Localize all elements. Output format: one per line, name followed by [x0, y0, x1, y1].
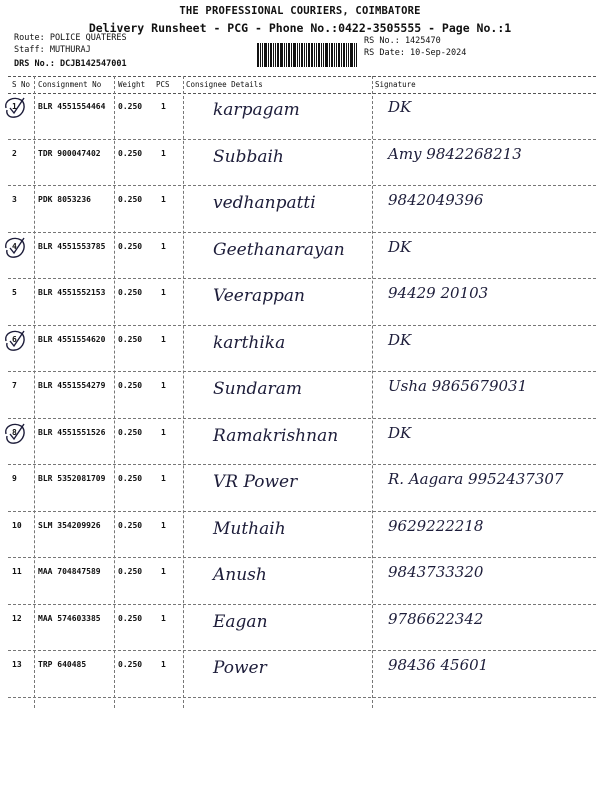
- row-sno: 7: [12, 381, 17, 390]
- row-sno: 4: [12, 241, 17, 251]
- weight-value: 0.250: [118, 148, 143, 158]
- table-row: [8, 418, 596, 466]
- row-sno: 9: [12, 474, 17, 483]
- pcs-value: 1: [161, 567, 166, 576]
- consignee-name-handwritten: Sundaram: [213, 379, 302, 399]
- col-pcs: PCS: [156, 80, 170, 89]
- delivered-mark-icon: [2, 94, 28, 120]
- delivered-mark-icon: [2, 420, 28, 446]
- col-signature: Signature: [375, 80, 416, 89]
- table-row: [8, 139, 596, 187]
- row-sno: 8: [12, 427, 17, 437]
- col-consignment: Consignment No: [38, 80, 102, 89]
- route-label: Route: POLICE QUATERES: [14, 33, 127, 43]
- pcs-value: 1: [161, 520, 166, 530]
- consignment-number: BLR 4551552153: [38, 288, 106, 297]
- weight-value: 0.250: [118, 241, 143, 251]
- pcs-value: 1: [161, 148, 166, 158]
- consignment-number: SLM 354209926: [38, 520, 101, 530]
- signature-handwritten: Amy 9842268213: [388, 144, 522, 163]
- consignment-number: TRP 640485: [38, 660, 87, 669]
- table-row: [8, 232, 596, 280]
- staff-label: Staff: MUTHURAJ: [14, 45, 91, 55]
- weight-value: 0.250: [118, 288, 143, 297]
- pcs-value: 1: [161, 474, 166, 483]
- consignment-number: MAA 574603385: [38, 613, 101, 623]
- row-sno: 6: [12, 334, 17, 344]
- consignee-name-handwritten: Eagan: [213, 611, 268, 632]
- signature-handwritten: DK: [388, 330, 412, 349]
- row-sno: 1: [12, 102, 17, 111]
- row-sno: 11: [12, 567, 22, 576]
- table-row: [8, 325, 596, 373]
- consignee-name-handwritten: Anush: [213, 565, 267, 585]
- consignment-number: MAA 704847589: [38, 567, 101, 576]
- table-row: [8, 185, 596, 233]
- table-row: [8, 557, 596, 605]
- weight-value: 0.250: [118, 567, 143, 576]
- row-sno: 13: [12, 660, 22, 669]
- table-row: [8, 604, 596, 652]
- weight-value: 0.250: [118, 102, 143, 111]
- signature-handwritten: R. Aagara 9952437307: [388, 470, 564, 488]
- drs-number: DRS No.: DCJB142547001: [14, 59, 127, 69]
- rs-date: RS Date: 10-Sep-2024: [364, 48, 467, 58]
- document-title: THE PROFESSIONAL COURIERS, COIMBATORE: [179, 5, 421, 17]
- table-row: [8, 371, 596, 419]
- pcs-value: 1: [161, 288, 166, 297]
- consignee-name-handwritten: Power: [213, 658, 267, 678]
- col-weight: Weight: [118, 80, 146, 89]
- consignee-name-handwritten: Subbaih: [213, 146, 284, 167]
- weight-value: 0.250: [118, 613, 143, 623]
- document-subtitle: Delivery Runsheet - PCG - Phone No.:0422-3505555 - Page No.:1: [88, 21, 512, 35]
- consignment-number: TDR 900047402: [38, 148, 101, 158]
- row-sno: 10: [12, 520, 22, 530]
- signature-handwritten: 9842049396: [388, 191, 484, 209]
- row-sno: 3: [12, 195, 17, 204]
- pcs-value: 1: [161, 381, 166, 390]
- signature-handwritten: 98436 45601: [388, 656, 489, 674]
- weight-value: 0.250: [118, 520, 143, 530]
- row-sno: 5: [12, 288, 17, 297]
- barcode-image: [257, 43, 357, 67]
- weight-value: 0.250: [118, 427, 143, 437]
- table-row: [8, 650, 596, 698]
- pcs-value: 1: [161, 334, 166, 344]
- delivered-mark-icon: [2, 327, 28, 353]
- consignment-number: BLR 4551554464: [38, 102, 106, 111]
- consignee-name-handwritten: karpagam: [213, 100, 300, 120]
- weight-value: 0.250: [118, 334, 143, 344]
- row-sno: 12: [12, 613, 22, 623]
- col-sno: S No: [12, 80, 31, 89]
- rs-number: RS No.: 1425470: [364, 36, 441, 46]
- signature-handwritten: 94429 20103: [388, 284, 489, 302]
- pcs-value: 1: [161, 660, 166, 669]
- consignee-name-handwritten: Muthaih: [213, 518, 286, 539]
- pcs-value: 1: [161, 427, 166, 437]
- weight-value: 0.250: [118, 381, 143, 390]
- consignee-name-handwritten: VR Power: [213, 472, 298, 492]
- signature-handwritten: Usha 9865679031: [388, 377, 528, 395]
- pcs-value: 1: [161, 613, 166, 623]
- weight-value: 0.250: [118, 474, 143, 483]
- weight-value: 0.250: [118, 195, 143, 204]
- signature-handwritten: 9786622342: [388, 609, 484, 628]
- consignment-number: BLR 4551553785: [38, 241, 106, 251]
- consignment-number: BLR 4551551526: [38, 427, 106, 437]
- weight-value: 0.250: [118, 660, 143, 669]
- row-sno: 2: [12, 148, 17, 158]
- consignee-name-handwritten: Veerappan: [213, 286, 305, 306]
- signature-handwritten: DK: [388, 237, 412, 256]
- pcs-value: 1: [161, 195, 166, 204]
- consignee-name-handwritten: vedhanpatti: [213, 193, 316, 213]
- table-row: [8, 92, 596, 140]
- table-row: [8, 464, 596, 512]
- col-consignee: Consignee Details: [186, 80, 263, 89]
- table-row: [8, 278, 596, 326]
- consignee-name-handwritten: Ramakrishnan: [213, 425, 339, 446]
- signature-handwritten: 9629222218: [388, 516, 484, 535]
- pcs-value: 1: [161, 241, 166, 251]
- consignment-number: BLR 4551554279: [38, 381, 106, 390]
- pcs-value: 1: [161, 102, 166, 111]
- consignment-number: PDK 8053236: [38, 195, 91, 204]
- consignment-number: BLR 4551554620: [38, 334, 106, 344]
- signature-handwritten: DK: [388, 423, 412, 442]
- signature-handwritten: DK: [388, 98, 412, 116]
- delivered-mark-icon: [2, 234, 28, 260]
- table-row: [8, 511, 596, 559]
- consignee-name-handwritten: Geethanarayan: [213, 239, 345, 260]
- signature-handwritten: 9843733320: [388, 563, 484, 581]
- consignment-number: BLR 5352081709: [38, 474, 106, 483]
- consignee-name-handwritten: karthika: [213, 332, 286, 353]
